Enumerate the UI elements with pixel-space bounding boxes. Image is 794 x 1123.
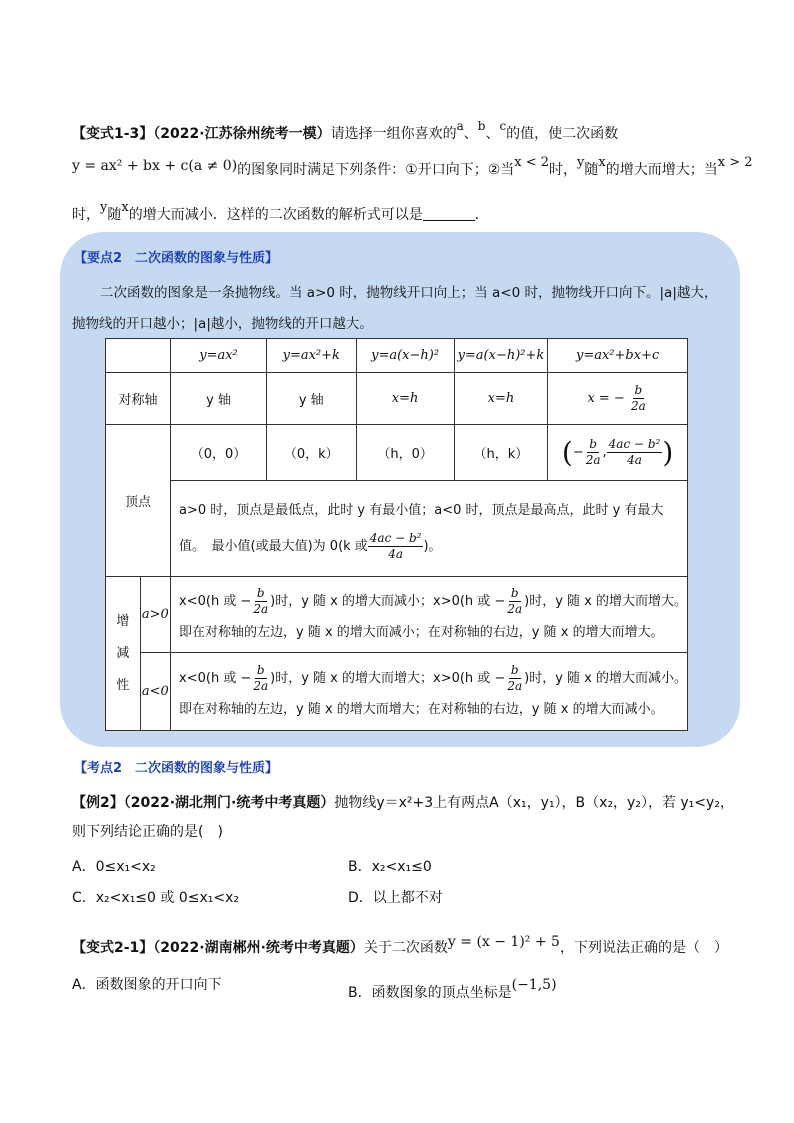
frac-num: b [510,662,519,677]
var-a: a [456,119,464,133]
neg-line2: 即在对称轴的左边，y 随 x 的增大而增大；在对称轴的右边，y 随 x 的增大而减小。 [179,701,664,717]
example2-line1 [72,793,734,813]
text5: 的增大而增大；当 [605,162,718,178]
neg-line1-c: )时，y 随 x 的增大而减小。 [524,670,687,686]
answer-blank [423,207,475,221]
variant21-optB-val: (−1,5) [511,977,557,993]
variant13-text1: 请选择一组你喜欢的 [330,126,457,142]
frac-num: b [634,383,643,397]
var-c: c [499,119,507,133]
text4: 时， [549,162,578,178]
keypoint-para2: 抛物线的开口越小；|a|越小，抛物线的开口越大。 [72,316,373,332]
frac-num: b [589,437,597,451]
keypoint-para1: 二次函数的图象是一条抛物线。当 a>0 时，抛物线开口向上；当 a<0 时，抛物线开口向下。|a|越大， [100,285,718,301]
neg-frac2 [505,663,524,694]
axis-val5 [548,373,688,425]
neg-frac1 [251,663,270,694]
mono-char2: 减 [116,645,130,661]
frac-den: 4a [627,453,642,467]
mono-label [106,577,141,731]
header-col2: y=ax²+k [266,339,356,373]
frac-num: b [510,585,519,600]
end-period: ． [474,207,489,223]
properties-table [105,338,688,731]
frac-den: 2a [507,678,523,693]
header-col3: y=a(x−h)² [356,339,454,373]
frac-num: b [256,585,265,600]
frac-den: 2a [585,453,601,467]
example2-text1: 抛物线y＝x²+3上有两点A（x₁，y₁），B（x₂，y₂），若 y₁<y₂， [334,795,734,811]
example2-optC[interactable]: C．x₂<x₁≤0 或 0≤x₁<x₂ [72,890,240,906]
example2-source: （2022·湖北荆门·统考中考真题） [123,795,335,811]
pos-line1-b: )时，y 随 x 的增大而减小；x>0(h 或 − [270,593,506,609]
frac-num: b [256,662,265,677]
example2-text2: 则下列结论正确的是( ) [72,824,223,840]
mono-char1: 增 [116,613,130,629]
neg-line1-a: x<0(h 或 − [179,670,252,686]
variant21-optA[interactable]: A．函数图象的开口向下 [72,977,222,993]
vertex-desc-frac [368,531,424,562]
example2-optB[interactable]: B．x₂<x₁≤0 [348,859,432,875]
vertex-desc1: a>0 时，顶点是最低点，此时 y 有最小值；a<0 时，顶点是最高点，此时 y 有最大 [179,502,664,518]
frac-den: 2a [630,399,646,413]
header-empty [106,339,171,373]
frac-num: 4ac − b² [369,530,422,545]
keypoint-title: 【要点2 二次函数的图象与性质】 [74,251,279,266]
text6: 时， [72,207,100,223]
vertex-val4: （h，k） [454,425,548,481]
variant21-text2: ，下列说法正确的是（ ） [559,940,728,956]
variant21-text1: 关于二次函数 [363,940,448,956]
var-y2: y [100,200,108,215]
sui1: 随 [584,162,599,178]
vertex-label: 顶点 [106,425,171,577]
sui2: 随 [107,207,122,223]
vertex-val3: （h，0） [356,425,454,481]
neg-line1 [179,661,687,697]
header-col4: y=a(x−h)²+k [454,339,548,373]
axis-last-prefix: x = − [587,391,625,406]
frac-den: 2a [253,678,269,693]
var-b: b [477,119,486,133]
variant21-optB-line[interactable] [348,975,557,1003]
vertex-desc2: 值。 最小值(或最大值)为 0(k 或 [179,538,368,554]
variant13-tag: 【变式1-3】 [72,126,154,142]
pos-frac1 [251,586,270,617]
variant13-line1 [72,116,618,144]
pos-line1-a: x<0(h 或 − [179,593,252,609]
paren-right: ) [662,436,674,469]
vertex-desc [171,481,688,577]
variant21-line1 [72,932,728,958]
mono-char3: 性 [116,677,130,693]
example2-optD[interactable]: D．以上都不对 [348,890,443,906]
axis-val2: y 轴 [266,373,356,425]
pos-desc [171,577,688,653]
vertex-frac1 [584,437,603,468]
variant13-line3 [72,198,489,225]
var-x2: x [121,200,129,215]
frac-den: 2a [507,601,523,616]
variant13-line2 [72,153,753,180]
neg-line1-b: )时，y 随 x 的增大而增大；x>0(h 或 − [270,670,506,686]
variant13-func: y = ax² + bx + c(a ≠ 0) [72,158,238,174]
vertex-val1: （0，0） [171,425,267,481]
sep2: 、 [485,126,500,142]
variant13-text3: 的图象同时满足下列条件：①开口向下；②当 [237,162,515,178]
variant21-optB: B．函数图象的顶点坐标是 [348,985,512,1001]
vertex-val2: （0，k） [266,425,356,481]
comma: , [602,445,607,460]
variant21-source: （2022·湖南郴州·统考中考真题） [153,940,364,956]
example2-optA[interactable]: A．0≤x₁<x₂ [72,859,156,875]
axis-val1: y 轴 [171,373,267,425]
pos-line2: 即在对称轴的左边，y 随 x 的增大而减小；在对称轴的右边，y 随 x 的增大而增大。 [179,624,664,640]
kaodian-title: 【考点2 二次函数的图象与性质】 [74,761,279,776]
header-col1: y=ax² [171,339,267,373]
variant13-text2: 的值，使二次函数 [506,126,619,142]
axis-val4: x=h [454,373,548,425]
axis-last-frac [629,383,648,414]
example2-tag: 【例2】 [72,795,124,811]
axis-val3: x=h [356,373,454,425]
axis-label: 对称轴 [106,373,171,425]
vertex-desc2-end: )。 [423,538,442,554]
var-y1: y [577,155,585,170]
variant21-tag: 【变式2-1】 [72,940,154,956]
cond1: x < 2 [514,155,550,170]
pos-line1-c: )时，y 随 x 的增大而增大。 [524,593,687,609]
neg-label: a<0 [140,653,170,731]
pos-frac2 [505,586,524,617]
variant21-func: y = (x − 1)² + 5 [447,934,560,950]
vertex-frac2 [607,437,663,468]
minus-sign: − [572,445,584,460]
cond2: x > 2 [717,155,753,170]
frac-den: 4a [388,546,404,561]
sep1: 、 [463,126,478,142]
paren-left: ( [561,436,573,469]
var-x1: x [598,155,606,170]
neg-desc [171,653,688,731]
vertex-val5 [548,425,688,481]
pos-label: a>0 [140,577,170,653]
frac-den: 2a [253,601,269,616]
frac-num: 4ac − b² [608,437,661,451]
pos-line1 [179,584,687,620]
vertex-desc2-line [179,529,687,565]
header-col5: y=ax²+bx+c [548,339,688,373]
variant13-source: （2022·江苏徐州统考一模） [153,126,331,142]
variant13-text7: 的增大而减小．这样的二次函数的解析式可以是 [128,207,423,223]
